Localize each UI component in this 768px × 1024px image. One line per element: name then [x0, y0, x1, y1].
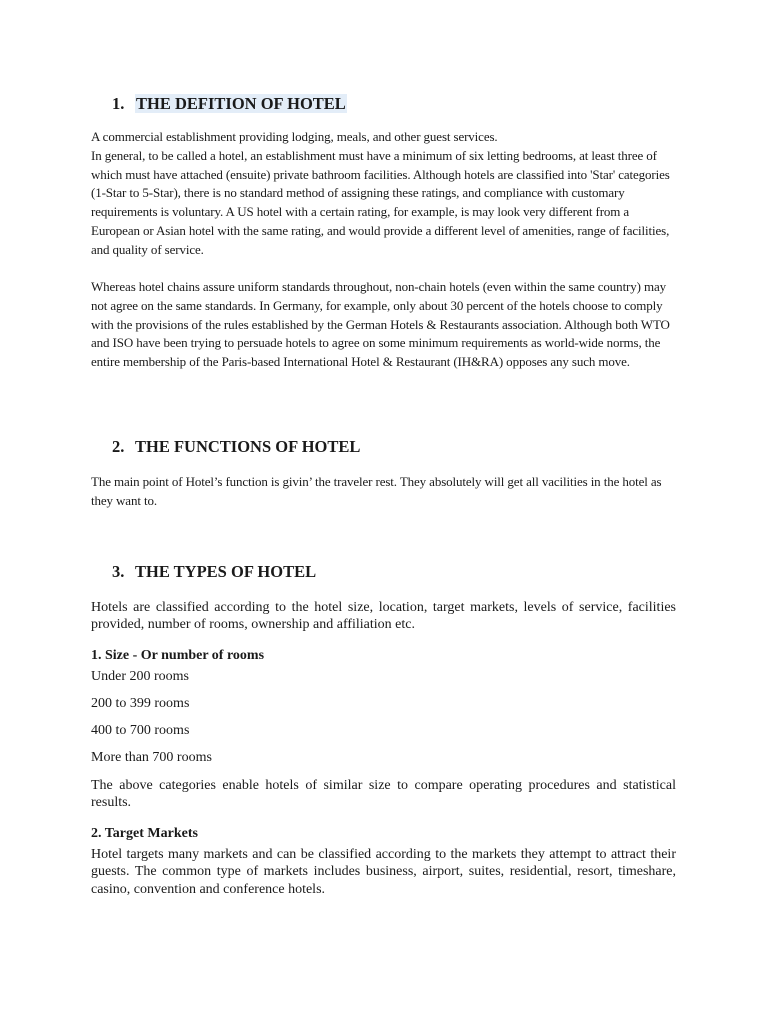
section-1-title: THE DEFITION OF HOTEL — [136, 94, 346, 113]
size-list-item: Under 200 rooms — [91, 669, 189, 684]
section-1-paragraph: Whereas hotel chains assure uniform standards throughout, non-chain hotels (even within the same country) may not agree on the same standards. In Germany, for example, only about 30 percent of the hotels choose to comply with the provisions of the rules established by the German Hotels & Restaurants association. Although both WTO and ISO have been trying to persuade hotels to agree on some minimum requirements as world-wide norms, the entire membership of the Paris-based International Hotel & Restaurant (IH&RA) opposes any such move. — [91, 279, 670, 370]
section-2-heading — [112, 437, 360, 457]
section-1-paragraph: In general, to be called a hotel, an establishment must have a minimum of six letting bedrooms, at least three of which must have attached (ensuite) private bathroom facilities. Although hotels are classified into 'Star' categories (1-Star to 5-Star), there is no standard method of assigning these ratings, and compliance with customary requirements is voluntary. A US hotel with a certain rating, for example, is may look very different from a European or Asian hotel with the same rating, and would provide a different level of amenities, range of facilities, and quality of service. — [91, 147, 670, 257]
section-1-heading — [112, 94, 347, 114]
section-2-body — [91, 473, 676, 511]
section-2-number: 2. — [112, 437, 125, 456]
section-1-number: 1. — [112, 94, 125, 113]
markets-text: Hotel targets many markets and can be classified according to the markets they attempt to attract their guests. The common type of markets includes business, airport, suites, residential, resort, timeshare, casino, convention and conference hotels. — [91, 847, 676, 897]
size-note — [91, 777, 676, 812]
size-list-item: 200 to 399 rooms — [91, 696, 190, 711]
size-list-item: 400 to 700 rooms — [91, 723, 190, 738]
section-3-intro-text: Hotels are classified according to the hotel size, location, target markets, levels of service, facilities provided, number of rooms, ownership and affiliation etc. — [91, 600, 676, 633]
section-1-paragraph: A commercial establishment providing lodging, meals, and other guest services. — [91, 129, 498, 144]
markets-body — [91, 846, 676, 898]
section-3-title: THE TYPES OF HOTEL — [135, 562, 317, 581]
size-subheading: 1. Size - Or number of rooms — [91, 648, 265, 663]
size-list-item: More than 700 rooms — [91, 750, 212, 765]
section-2-paragraph: The main point of Hotel’s function is givin’ the traveler rest. They absolutely will get all vacilities in the hotel as they want to. — [91, 474, 662, 508]
section-3-number: 3. — [112, 562, 125, 581]
section-3-heading — [112, 562, 316, 582]
section-2-title: THE FUNCTIONS OF HOTEL — [135, 437, 361, 456]
section-3-intro — [91, 599, 676, 634]
size-note-text: The above categories enable hotels of similar size to compare operating procedures and statistical results. — [91, 778, 676, 811]
section-1-body-2 — [91, 278, 676, 372]
markets-subheading: 2. Target Markets — [91, 826, 198, 841]
section-1-body — [91, 128, 676, 260]
